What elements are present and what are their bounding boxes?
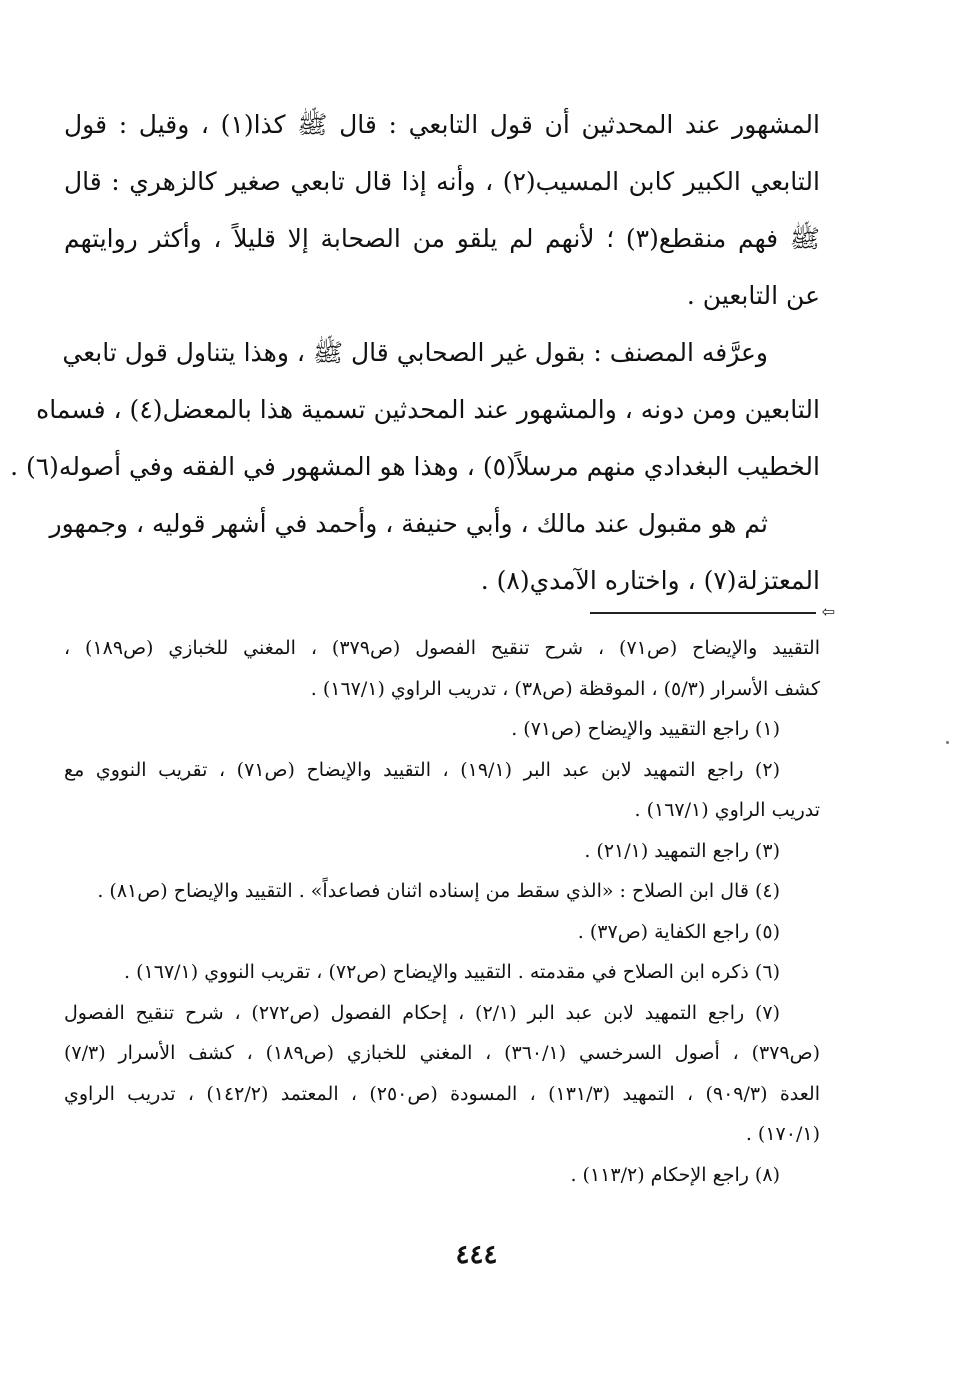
page-number: ٤٤٤ xyxy=(455,1240,498,1270)
text-line: ﷺ فهم منقطع(٣) ؛ لأنهم لم يلقو من الصحابة إلا قليلاً ، وأكثر روايتهم xyxy=(64,224,820,253)
footnote-line: (٢) راجع التمهيد لابن عبد البر (١٩/١) ، التقييد والإيضاح (ص٧١) ، تقريب النووي مع xyxy=(64,758,780,781)
text-line: عن التابعين . xyxy=(686,281,820,310)
footnote-line: (٧) راجع التمهيد لابن عبد البر (٢/١) ، إحكام الفصول (ص٢٧٢) ، شرح تنقيح الفصول xyxy=(64,1001,780,1024)
text-line: المشهور عند المحدثين أن قول التابعي : قال ﷺ كذا(١) ، وقيل : قول xyxy=(64,110,821,139)
footnote-line: كشف الأسرار (٥/٣) ، الموقظة (ص٣٨) ، تدريب الراوي (١٦٧/١) . xyxy=(310,677,820,700)
text-line: التابعي الكبير كابن المسيب(٢) ، وأنه إذا قال تابعي صغير كالزهري : قال xyxy=(64,167,820,196)
paragraph-1 xyxy=(64,96,820,324)
footnote-line: العدة (٩٠٩/٣) ، التمهيد (١٣١/٣) ، المسودة (ص٢٥٠) ، المعتمد (١٤٢/٢) ، تدريب الراوي xyxy=(64,1082,820,1105)
paragraph-2 xyxy=(10,324,820,495)
footnote-divider xyxy=(590,603,835,623)
footnote-line: (١) راجع التقييد والإيضاح (ص٧١) . xyxy=(511,718,780,740)
footnotes xyxy=(64,628,820,1195)
text-line: وعرَّفه المصنف : بقول غير الصحابي قال ﷺ ، وهذا يتناول قول تابعي xyxy=(62,338,768,367)
paragraph-3 xyxy=(49,495,820,609)
text-line: الخطيب البغدادي منهم مرسلاً(٥) ، وهذا هو المشهور في الفقه وفي أصوله(٦) . xyxy=(10,452,820,481)
arrow-left-icon: ⇦ xyxy=(821,602,835,621)
footnote-line: (٨) راجع الإحكام (١١٣/٢) . xyxy=(570,1163,780,1186)
footnote-line: تدريب الراوي (١٦٧/١) . xyxy=(634,799,820,821)
footnote-line: (٣) راجع التمهيد (٢١/١) . xyxy=(584,839,780,862)
footnote-line: (٦) ذكره ابن الصلاح في مقدمته . التقييد والإيضاح (ص٧٢) ، تقريب النووي (١٦٧/١) . xyxy=(124,961,780,983)
text-line: التابعين ومن دونه ، والمشهور عند المحدثين تسمية هذا بالمعضل(٤) ، فسماه xyxy=(36,395,820,424)
text-line: المعتزلة(٧) ، واختاره الآمدي(٨) . xyxy=(480,566,820,595)
footnote-line: (١٧٠/١) . xyxy=(745,1123,820,1145)
divider-rule xyxy=(590,612,816,614)
footnote-line: (ص٣٧٩) ، أصول السرخسي (٣٦٠/١) ، المغني للخبازي (ص١٨٩) ، كشف الأسرار (٧/٣) xyxy=(64,1042,820,1064)
footnote-line: (٤) قال ابن الصلاح : «الذي سقط من إسناده اثنان فصاعداً» . التقييد والإيضاح (ص٨١) . xyxy=(97,880,780,902)
text-line: ثم هو مقبول عند مالك ، وأبي حنيفة ، وأحمد في أشهر قوليه ، وجمهور xyxy=(49,509,768,538)
scan-speck xyxy=(946,741,949,744)
main-text xyxy=(10,96,821,609)
footnote-line: التقييد والإيضاح (ص٧١) ، شرح تنقيح الفصول (ص٣٧٩) ، المغني للخبازي (ص١٨٩) ، xyxy=(64,637,820,659)
footnote-line: (٥) راجع الكفاية (ص٣٧) . xyxy=(577,920,780,943)
